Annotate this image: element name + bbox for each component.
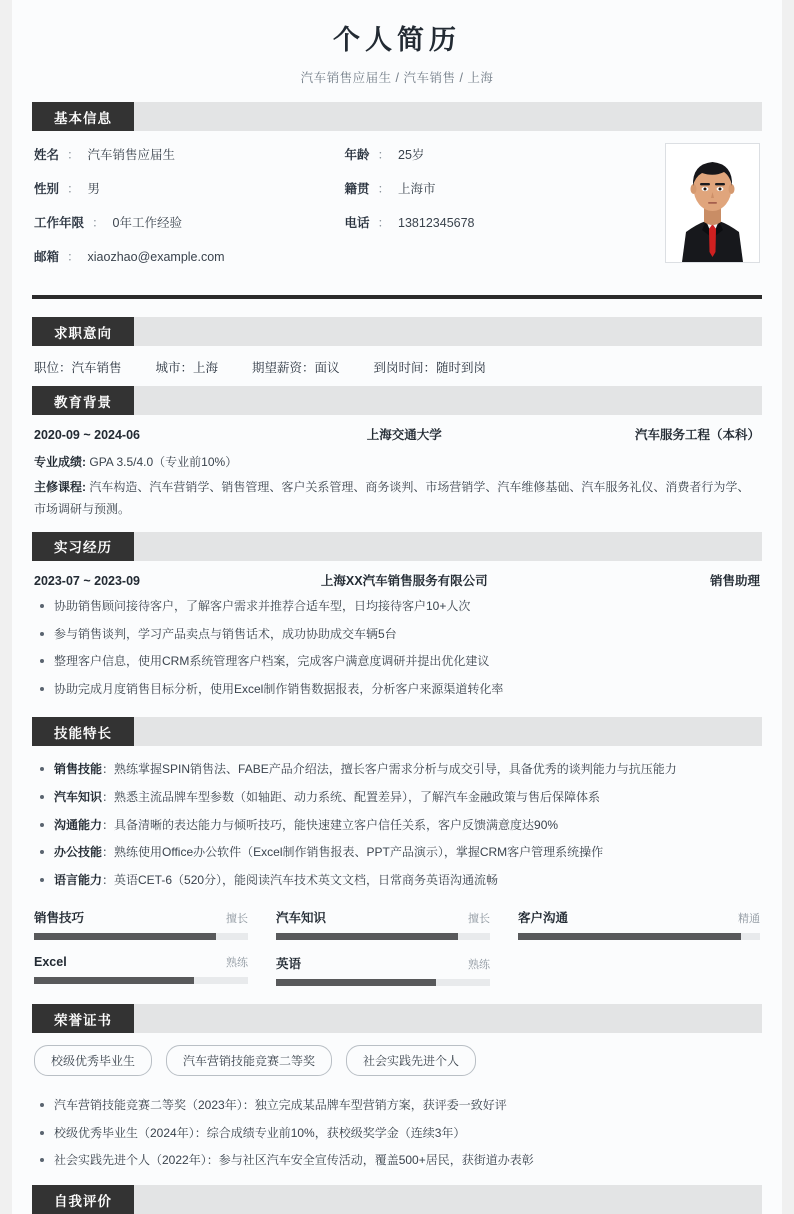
skill-name: 办公技能 bbox=[54, 845, 103, 860]
section-title-skills: 技能特长 bbox=[32, 717, 134, 746]
skill-name: 沟通能力 bbox=[54, 817, 103, 832]
page-left-margin bbox=[0, 0, 12, 1214]
field-hometown bbox=[345, 179, 656, 197]
skill-bars-grid bbox=[12, 902, 782, 1004]
skill-bar-top bbox=[34, 908, 248, 926]
field-email bbox=[34, 247, 345, 265]
skills-bullet-list bbox=[34, 760, 760, 889]
avatar bbox=[665, 143, 760, 263]
education-date: 2020-09 ~ 2024-06 bbox=[34, 428, 140, 443]
skill-bar-fill bbox=[34, 933, 216, 940]
intent-availability: 到岗时间：随时到岗 bbox=[373, 361, 487, 376]
resume-content bbox=[12, 0, 782, 1214]
section-title-education: 教育背景 bbox=[32, 386, 134, 415]
education-courses-value: 汽车构造、汽车营销学、销售管理、客户关系管理、商务谈判、市场营销学、汽车维修基础、汽车服务礼仪、消费者行为学、市场调研与预测。 bbox=[34, 479, 750, 516]
field-value: 上海市 bbox=[398, 182, 436, 197]
skill-bar-name: Excel bbox=[34, 955, 67, 970]
skill-name: 汽车知识 bbox=[54, 789, 103, 804]
intent-salary: 期望薪资：面议 bbox=[252, 361, 340, 376]
section-header-honors bbox=[32, 1004, 762, 1033]
section-title-intent: 求职意向 bbox=[32, 317, 134, 346]
field-colon: ： bbox=[92, 216, 105, 231]
field-label: 年龄 bbox=[344, 148, 370, 163]
skill-name: 销售技能 bbox=[54, 762, 103, 777]
page-right-margin bbox=[782, 0, 794, 1214]
education-school: 上海交通大学 bbox=[366, 428, 442, 443]
honors-bullet-list bbox=[34, 1096, 760, 1170]
job-intent-row bbox=[12, 346, 782, 386]
portrait-photo-icon bbox=[666, 144, 759, 262]
list-item: 汽车营销技能竞赛二等奖（2023年）：独立完成某品牌车型营销方案，获评委一致好评 bbox=[34, 1096, 760, 1115]
skill-bar-level: 擅长 bbox=[467, 913, 490, 926]
honors-block bbox=[12, 1090, 782, 1185]
skill-bar-top bbox=[518, 908, 760, 926]
internship-date: 2023-07 ~ 2023-09 bbox=[34, 573, 140, 588]
list-item: 协助完成月度销售目标分析，使用Excel制作销售数据报表，分析客户来源渠道转化率 bbox=[34, 680, 760, 699]
field-phone bbox=[345, 213, 656, 231]
internship-company: 上海XX汽车销售服务有限公司 bbox=[320, 573, 488, 588]
skill-desc: ：熟练使用Office办公软件（Excel制作销售报表、PPT产品演示），掌握CRM客户管理系统操作 bbox=[102, 845, 604, 860]
honor-tag[interactable]: 社会实践先进个人 bbox=[346, 1045, 476, 1076]
skill-bar-fill bbox=[276, 933, 458, 940]
skill-desc: ：熟练掌握SPIN销售法、FABE产品介绍法，擅长客户需求分析与成交引导，具备优秀的谈判能力与抗压能力 bbox=[102, 762, 677, 777]
field-colon: ： bbox=[377, 182, 391, 197]
skill-bar-empty bbox=[518, 954, 760, 986]
skill-bar-level: 熟练 bbox=[467, 959, 490, 972]
section-header-skills bbox=[32, 717, 762, 746]
section-title-selfeval: 自我评价 bbox=[32, 1185, 134, 1214]
section-header-internship bbox=[32, 532, 762, 561]
field-colon: ： bbox=[67, 182, 80, 197]
education-gpa-label: 专业成绩 bbox=[34, 455, 83, 470]
skill-bar-top bbox=[276, 908, 490, 926]
field-experience-years bbox=[34, 213, 345, 231]
skill-bar-track bbox=[276, 979, 490, 986]
education-entry-head bbox=[34, 425, 760, 443]
honor-tag[interactable]: 校级优秀毕业生 bbox=[34, 1045, 152, 1076]
skill-bar-item bbox=[518, 908, 760, 940]
field-label: 籍贯 bbox=[344, 182, 370, 197]
skill-bar-track bbox=[276, 933, 490, 940]
education-block bbox=[12, 415, 782, 532]
education-gpa-value: GPA 3.5/4.0（专业前10%） bbox=[89, 455, 238, 470]
skill-bar-item bbox=[34, 908, 276, 940]
field-value: 男 bbox=[87, 182, 101, 197]
field-label: 性别 bbox=[34, 182, 60, 197]
list-item bbox=[34, 816, 760, 835]
skill-bar-name: 汽车知识 bbox=[275, 911, 326, 926]
field-label: 邮箱 bbox=[34, 250, 60, 265]
page-subtitle: 汽车销售应届生 / 汽车销售 / 上海 bbox=[300, 71, 494, 86]
skill-bar-item bbox=[34, 954, 276, 986]
skill-name: 语言能力 bbox=[54, 872, 103, 887]
skill-bar-item bbox=[276, 954, 518, 986]
internship-entry-head bbox=[34, 571, 760, 589]
basic-info-fields bbox=[34, 145, 655, 281]
skill-bar-track bbox=[34, 977, 248, 984]
field-label: 姓名 bbox=[34, 148, 60, 163]
list-item: 整理客户信息，使用CRM系统管理客户档案，完成客户满意度调研并提出优化建议 bbox=[34, 652, 760, 671]
education-major: 汽车服务工程（本科） bbox=[634, 428, 760, 443]
section-title-honors: 荣誉证书 bbox=[32, 1004, 134, 1033]
field-name bbox=[34, 145, 345, 163]
skill-bar-fill bbox=[34, 977, 194, 984]
list-item bbox=[34, 760, 760, 779]
field-colon: ： bbox=[67, 148, 80, 163]
skill-bar-name: 客户沟通 bbox=[517, 911, 568, 926]
skill-bar-level: 擅长 bbox=[225, 913, 248, 926]
field-label: 工作年限 bbox=[34, 216, 85, 231]
field-gender bbox=[34, 179, 345, 197]
education-courses-line: 主修课程: 汽车构造、汽车营销学、销售管理、客户关系管理、商务谈判、市场营销学、汽车维修基础、汽车服务礼仪、消费者行为学、市场调研与预测。 bbox=[34, 479, 750, 516]
skill-bar-top bbox=[34, 954, 248, 970]
list-item: 参与销售谈判，学习产品卖点与销售话术，成功协助成交车辆5台 bbox=[34, 625, 760, 644]
basic-info-divider bbox=[32, 295, 762, 299]
field-value: 13812345678 bbox=[398, 216, 475, 231]
skill-bar-top bbox=[276, 954, 490, 972]
field-value: 25岁 bbox=[398, 148, 425, 163]
skill-desc: ：熟悉主流品牌车型参数（如轴距、动力系统、配置差异），了解汽车金融政策与售后保障体系 bbox=[102, 789, 601, 804]
internship-role: 销售助理 bbox=[709, 573, 760, 588]
field-value: 0年工作经验 bbox=[112, 216, 182, 231]
field-label: 电话 bbox=[344, 216, 370, 231]
field-age bbox=[345, 145, 656, 163]
skill-bar-name: 销售技巧 bbox=[34, 911, 85, 926]
section-header-intent bbox=[32, 317, 762, 346]
section-title-basic: 基本信息 bbox=[32, 102, 134, 131]
field-colon: ： bbox=[377, 216, 391, 231]
section-header-selfeval bbox=[32, 1185, 762, 1214]
skill-bar-level: 精通 bbox=[737, 913, 760, 926]
field-colon: ： bbox=[67, 250, 80, 265]
field-colon: ： bbox=[377, 148, 391, 163]
list-item: 社会实践先进个人（2022年）：参与社区汽车安全宣传活动，覆盖500+居民，获街道办表彰 bbox=[34, 1151, 760, 1170]
field-value: xiaozhao@example.com bbox=[87, 250, 225, 265]
internship-bullet-list bbox=[34, 597, 760, 698]
section-header-basic bbox=[32, 102, 762, 131]
skill-bar-name: 英语 bbox=[275, 957, 301, 972]
skill-desc: ：具备清晰的表达能力与倾听技巧，能快速建立客户信任关系，客户反馈满意度达90% bbox=[102, 817, 559, 832]
skill-bar-track bbox=[34, 933, 248, 940]
list-item: 协助销售顾问接待客户，了解客户需求并推荐合适车型，日均接待客户10+人次 bbox=[34, 597, 760, 616]
education-courses-label: 主修课程 bbox=[34, 479, 83, 494]
skill-desc: ：英语CET-6（520分），能阅读汽车技术英文文档，日常商务英语沟通流畅 bbox=[102, 872, 499, 887]
skill-bar-fill bbox=[518, 933, 741, 940]
education-gpa-line: 专业成绩: GPA 3.5/4.0（专业前10%） bbox=[34, 455, 238, 470]
skill-bar-item bbox=[276, 908, 518, 940]
list-item: 校级优秀毕业生（2024年）：综合成绩专业前10%，获校级奖学金（连续3年） bbox=[34, 1124, 760, 1143]
basic-info-block bbox=[12, 131, 782, 287]
intent-position: 职位：汽车销售 bbox=[34, 361, 122, 376]
section-title-internship: 实习经历 bbox=[32, 532, 134, 561]
list-item bbox=[34, 843, 760, 862]
honor-tag[interactable]: 汽车营销技能竞赛二等奖 bbox=[166, 1045, 332, 1076]
skills-block bbox=[12, 746, 782, 902]
resume-header bbox=[12, 0, 782, 102]
internship-block bbox=[12, 561, 782, 717]
intent-city: 城市：上海 bbox=[155, 361, 219, 376]
section-header-education bbox=[32, 386, 762, 415]
honor-tags-row bbox=[12, 1033, 782, 1090]
page-title: 个人简历 bbox=[333, 25, 461, 55]
skill-bar-fill bbox=[276, 979, 436, 986]
skill-bar-track bbox=[518, 933, 760, 940]
list-item bbox=[34, 871, 760, 890]
list-item bbox=[34, 788, 760, 807]
skill-bar-level: 熟练 bbox=[225, 957, 248, 970]
field-value: 汽车销售应届生 bbox=[87, 148, 176, 163]
